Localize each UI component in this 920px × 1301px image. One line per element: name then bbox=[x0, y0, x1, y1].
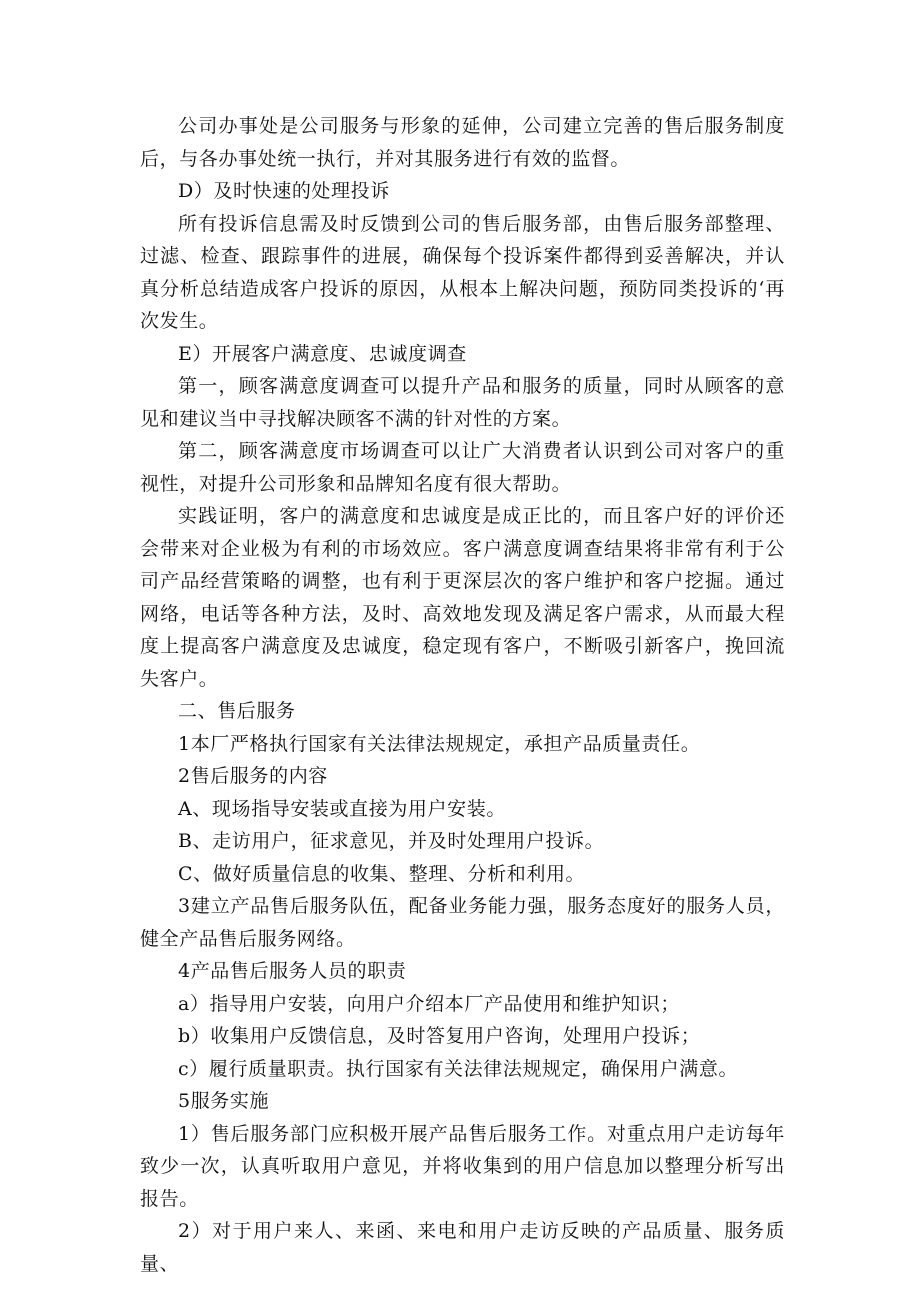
list-item-5-1: 1）售后服务部门应积极开展产品售后服务工作。对重点用户走访每年致少一次，认真听取用户意见，并将收集到的用户信息加以整理分析写出报告。 bbox=[140, 1122, 785, 1210]
paragraph-office-extension: 公司办事处是公司服务与形象的延伸，公司建立完善的售后服务制度后，与各办事处统一执行，并对其服务进行有效的监督。 bbox=[140, 115, 785, 170]
heading-satisfaction-survey: E）开展客户满意度、忠诚度调查 bbox=[178, 342, 467, 365]
list-item-5: 5服务实施 bbox=[178, 1090, 270, 1112]
paragraph-survey-second: 第二，顾客满意度市场调查可以让广大消费者认识到公司对客户的重视性，对提升公司形象和品牌知名度有很大帮助。 bbox=[140, 440, 785, 495]
paragraph-survey-first: 第一，顾客满意度调查可以提升产品和服务的质量，同时从顾客的意见和建议当中寻找解决顾客不满的针对性的方案。 bbox=[140, 375, 785, 430]
list-item-3: 3建立产品售后服务队伍，配备业务能力强，服务态度好的服务人员，健全产品售后服务网络。 bbox=[140, 895, 785, 950]
document-body bbox=[140, 110, 785, 1280]
list-item-4c: c）履行质量职责。执行国家有关法律法规规定，确保用户满意。 bbox=[178, 1057, 739, 1080]
heading-complaint-handling: D）及时快速的处理投诉 bbox=[178, 180, 390, 202]
list-item-4a: a）指导用户安装，向用户介绍本厂产品使用和维护知识； bbox=[178, 992, 680, 1015]
list-item-5-2: 2）对于用户来人、来函、来电和用户走访反映的产品质量、服务质量、 bbox=[140, 1220, 785, 1275]
list-item-2c: C、做好质量信息的收集、整理、分析和利用。 bbox=[178, 862, 586, 885]
list-item-4: 4产品售后服务人员的职责 bbox=[178, 960, 407, 982]
list-item-1: 1本厂严格执行国家有关法律法规规定，承担产品质量责任。 bbox=[178, 732, 701, 755]
heading-after-sales-service: 二、售后服务 bbox=[178, 700, 296, 722]
list-item-4b: b）收集用户反馈信息，及时答复用户咨询，处理用户投诉； bbox=[178, 1025, 701, 1047]
list-item-2: 2售后服务的内容 bbox=[178, 765, 328, 787]
list-item-2a: A、现场指导安装或直接为用户安装。 bbox=[178, 797, 506, 820]
list-item-2b: B、走访用户，征求意见，并及时处理用户投诉。 bbox=[178, 830, 605, 852]
paragraph-practice-proof: 实践证明，客户的满意度和忠诚度是成正比的，而且客户好的评价还会带来对企业极为有利的市场效应。客户满意度调查结果将非常有利于公司产品经营策略的调整，也有利于更深层次的客户维护和客户挖掘。通过网络，电话等各种方法，及时、高效地发现及满足客户需求，从而最大程度上提高客户满意度及忠诚度，稳定现有客户，不断吸引新客户，挽回流失客户。 bbox=[140, 505, 785, 690]
paragraph-complaint-feedback: 所有投诉信息需及时反馈到公司的售后服务部，由售后服务部整理、过滤、检查、跟踪事件的进展，确保每个投诉案件都得到妥善解决，并认真分析总结造成客户投诉的原因，从根本上解决问题，预防同类投诉的‘再次发生。 bbox=[140, 212, 785, 332]
